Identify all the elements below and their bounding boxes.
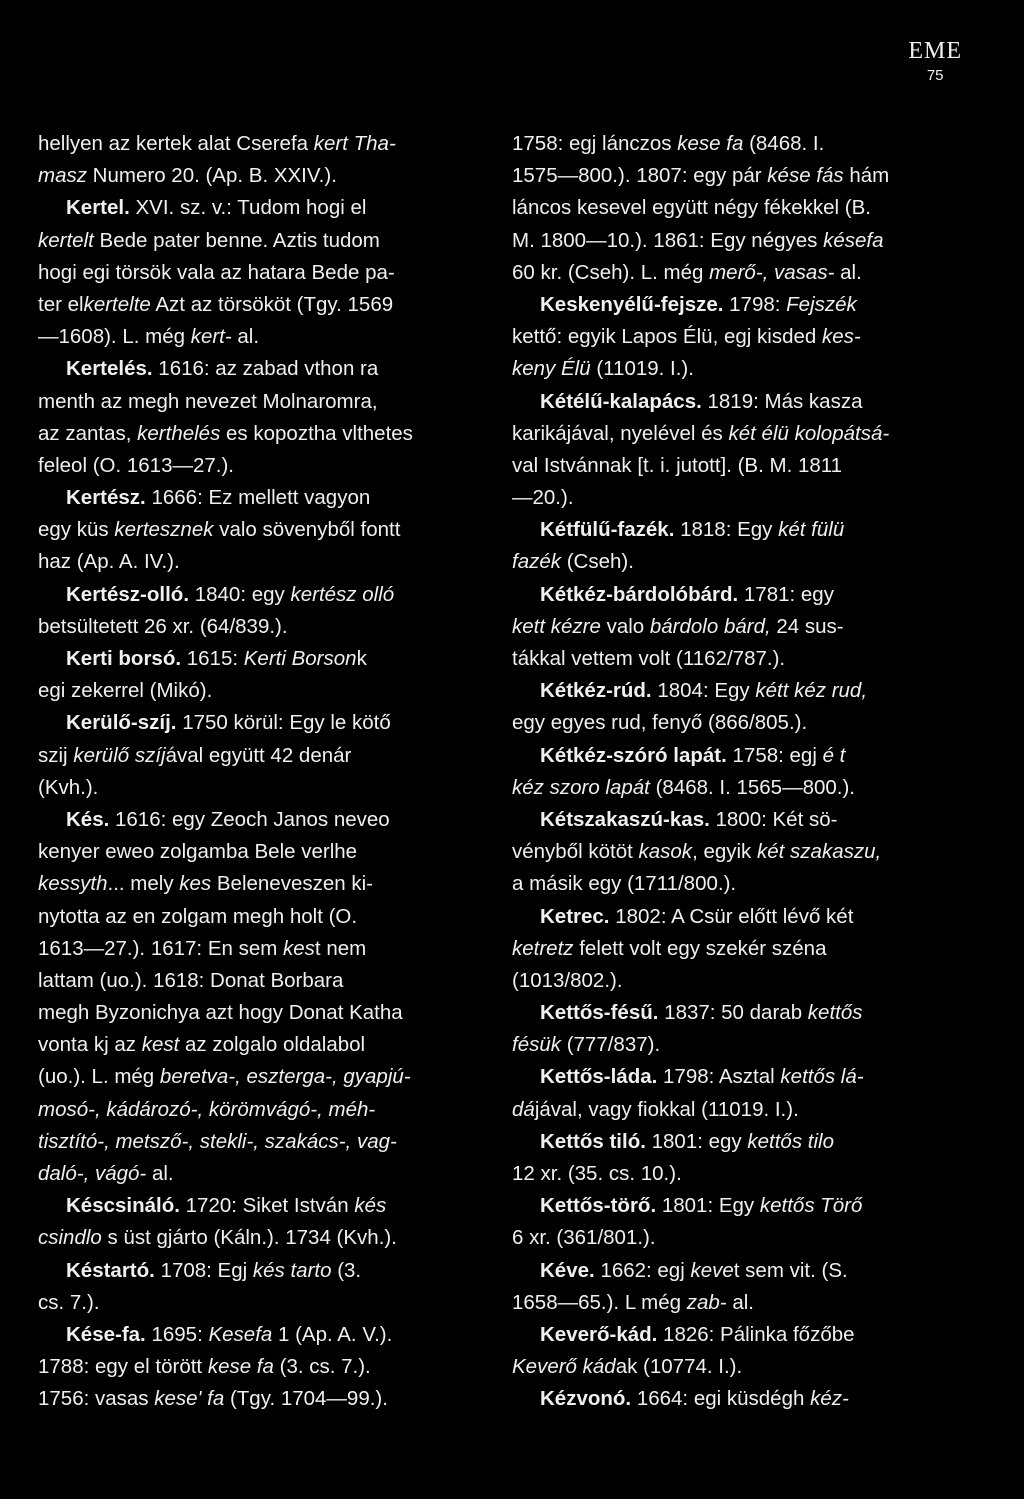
text-line [512, 1351, 962, 1383]
line-text: megh Byzonichya azt hogy Donat Katha [38, 1001, 403, 1025]
entry-headword: Kézvonó. [540, 1387, 632, 1411]
text-line [512, 1255, 962, 1287]
text-line [512, 1029, 962, 1061]
line-text: kettő: egyik Lapos Élü, egj kisded [512, 325, 822, 349]
italic-term: kettős lá- [780, 1065, 864, 1089]
line-text: 1758: egj [726, 743, 823, 767]
entry-headword: Kettős-láda. [540, 1065, 658, 1089]
line-text: 1664: egi küsdégh [631, 1387, 811, 1411]
entry-headword: Kétkéz-bárdolóbárd. [540, 582, 739, 606]
italic-term: kest [141, 1033, 180, 1057]
line-text: (777/837). [561, 1033, 661, 1057]
text-line [38, 450, 492, 482]
text-line [38, 804, 492, 836]
text-line [512, 1126, 962, 1158]
line-text: 1802: A Csür előtt lévő két [609, 904, 854, 928]
text-line [38, 1094, 492, 1126]
italic-term: kese' fa [154, 1387, 225, 1411]
italic-term: beretva-, eszterga-, gyapjú- [159, 1065, 411, 1089]
italic-term: fésük [512, 1033, 561, 1057]
line-text: al. [231, 325, 260, 349]
line-text: 1837: 50 darab [658, 1001, 808, 1025]
line-text: (Tgy. 1704—99.). [224, 1387, 388, 1411]
italic-term: kes [283, 936, 315, 960]
line-text: 1613—27.). 1617: En sem [38, 936, 284, 960]
text-line [38, 418, 492, 450]
italic-term: kessyth [38, 872, 108, 896]
line-text: 1819: Más kasza [701, 389, 863, 413]
line-text: 24 sus- [770, 614, 844, 638]
italic-term: kétt kéz rud, [755, 679, 868, 703]
line-text: 1615: [181, 647, 244, 670]
line-text: 60 kr. (Cseh). L. még [512, 260, 710, 284]
text-line [512, 997, 962, 1029]
text-line [512, 740, 962, 772]
line-text: 1788: egy el törött [38, 1355, 208, 1379]
entry-headword: Kétkéz-szóró lapát. [540, 743, 727, 767]
line-text: Beleneveszen ki- [211, 872, 373, 896]
text-line [38, 289, 492, 321]
text-line [512, 1190, 962, 1222]
line-text: 1616: egy Zeoch Janos neveo [109, 807, 390, 831]
line-text: ter el [38, 292, 84, 316]
line-text: , egyik [692, 840, 758, 864]
entry-headword: Kerti borsó. [66, 647, 182, 670]
entry-headword: Kettős-fésű. [540, 1001, 659, 1025]
text-line [38, 707, 492, 739]
line-text: 1804: Egy [651, 679, 756, 703]
line-text: (3. cs. 7.). [273, 1355, 371, 1379]
entry-headword: Kertész-olló. [66, 582, 190, 606]
line-text: hellyen az kertek alat Cserefa [38, 132, 314, 155]
line-text: ... mely [107, 872, 180, 896]
line-text: valo [600, 614, 650, 638]
text-line [512, 579, 962, 611]
line-text: t nem [314, 936, 367, 960]
entry-headword: Ketrec. [540, 904, 610, 928]
text-line [512, 514, 962, 546]
line-text: láncos kesevel együtt négy fékekkel (B. [512, 196, 871, 220]
italic-term: ketretz [512, 936, 574, 960]
line-text: (11019. I.). [590, 357, 694, 381]
entry-headword: Kéve. [540, 1258, 595, 1282]
text-line [512, 1094, 962, 1126]
text-line [38, 546, 492, 578]
line-text: s üst gjárto (Káln.). 1734 (Kvh.). [101, 1226, 397, 1250]
line-text: al. [834, 260, 862, 284]
text-line [512, 418, 962, 450]
line-text: az zolgalo oldalabol [179, 1033, 366, 1057]
line-text: ával együtt 42 denár [165, 743, 352, 767]
entry-headword: Kétszakaszú-kas. [540, 807, 710, 831]
italic-term: kettős Törő [759, 1194, 863, 1218]
line-text: 1 (Ap. A. V.). [272, 1322, 393, 1346]
text-line [512, 901, 962, 933]
line-text: 1840: egy [189, 582, 291, 606]
italic-term: bárdolo bárd, [649, 614, 771, 638]
line-text: egy küs [38, 518, 115, 542]
line-text: 6 xr. (361/801.). [512, 1226, 656, 1250]
text-line [512, 1158, 962, 1190]
italic-term: két szakaszu, [757, 840, 882, 864]
italic-term: Kesefa [208, 1322, 273, 1346]
line-text: (8468. I. [743, 132, 825, 155]
text-line [38, 353, 492, 385]
text-line [38, 1319, 492, 1351]
text-line [38, 965, 492, 997]
entry-headword: Kétélű-kalapács. [540, 389, 702, 413]
italic-term: zab- [686, 1290, 727, 1314]
text-line [38, 257, 492, 289]
text-line [512, 675, 962, 707]
italic-term: kerthelés [137, 421, 221, 445]
italic-term: kese fa [207, 1355, 274, 1379]
italic-term: é t [822, 743, 846, 767]
italic-term: daló-, vágó- [38, 1162, 147, 1185]
entry-headword: Kerülő-szíj. [66, 711, 177, 735]
line-text: 1662: egj [594, 1258, 691, 1282]
italic-term: fazék [512, 550, 561, 574]
text-line [38, 128, 492, 160]
text-line [38, 740, 492, 772]
text-line [512, 836, 962, 868]
italic-term: kettős tilo [747, 1129, 834, 1153]
line-text: Numero 20. (Ap. B. XXIV.). [86, 164, 337, 188]
text-line [38, 868, 492, 900]
line-text: XVI. sz. v.: Tudom hogi el [129, 196, 367, 220]
text-line [38, 1158, 492, 1190]
line-text: 1826: Pálinka főzőbe [657, 1322, 855, 1346]
italic-term: kertész olló [290, 582, 395, 606]
entry-headword: Keskenyélű-fejsze. [540, 292, 724, 316]
italic-term: két élü kolopátsá- [728, 421, 890, 445]
italic-term: keve [690, 1258, 734, 1282]
text-line [38, 1190, 492, 1222]
italic-term: kés [354, 1194, 387, 1218]
text-line [38, 386, 492, 418]
text-line [512, 257, 962, 289]
line-text: 1801: egy [645, 1129, 748, 1153]
line-text: 1750 körül: Egy le kötő [176, 711, 391, 735]
italic-term: Kerti Borson [243, 647, 357, 670]
italic-term: kett kézre [512, 614, 601, 638]
text-line [512, 965, 962, 997]
text-line [38, 1383, 492, 1415]
line-text: lattam (uo.). 1618: Donat Borbara [38, 968, 344, 992]
line-text: 1798: [723, 292, 787, 316]
text-line [512, 128, 962, 160]
italic-term: Keverő kád [512, 1355, 616, 1379]
entry-headword: Kés. [66, 807, 110, 831]
line-text: szij [38, 743, 74, 767]
italic-term: kes [179, 872, 212, 896]
text-line [38, 160, 492, 192]
entry-headword: Kettős-törő. [540, 1194, 657, 1218]
text-line [512, 707, 962, 739]
italic-term: kes- [821, 325, 861, 349]
text-line [512, 1383, 962, 1415]
line-text: —1608). L. még [38, 325, 191, 349]
entry-headword: Kése-fa. [66, 1322, 146, 1346]
italic-term: kertesznek [114, 518, 214, 542]
line-text: 1695: [145, 1322, 209, 1346]
text-line [38, 997, 492, 1029]
text-line [38, 1061, 492, 1093]
line-text: 1758: egj lánczos [512, 132, 678, 155]
text-line [38, 1029, 492, 1061]
line-text: 1781: egy [738, 582, 834, 606]
line-text: betsültetett 26 xr. (64/839.). [38, 614, 288, 638]
line-text: (Cseh). [561, 550, 634, 574]
line-text: 1575—800.). 1807: egy pár [512, 164, 768, 188]
line-text: 1616: az zabad vthon ra [152, 357, 379, 381]
entry-headword: Kétfülű-fazék. [540, 518, 675, 542]
line-text: 1756: vasas [38, 1387, 155, 1411]
text-line [512, 1287, 962, 1319]
text-line [512, 772, 962, 804]
line-text: hogi egi törsök vala az hatara Bede pa- [38, 260, 395, 284]
italic-term: merő-, vasas- [709, 260, 835, 284]
entry-headword: Késcsináló. [66, 1194, 180, 1218]
italic-term: Fejszék [786, 292, 857, 316]
italic-term: tisztító-, metsző-, stekli-, szakács-, vag- [38, 1129, 397, 1153]
line-text: felett volt egy szekér széna [573, 936, 827, 960]
entry-headword: Kertel. [66, 196, 130, 220]
entry-headword: Kertelés. [66, 357, 153, 381]
line-text: (Kvh.). [38, 775, 99, 799]
text-line [512, 321, 962, 353]
line-text: Bede pater benne. Aztis tudom [93, 228, 380, 252]
line-text: egi zekerrel (Mikó). [38, 679, 213, 703]
line-text: es kopoztha vlthetes [220, 421, 413, 445]
text-line [512, 868, 962, 900]
text-line [38, 482, 492, 514]
line-text: 1801: Egy [656, 1194, 760, 1218]
text-line [38, 836, 492, 868]
line-text: jával, vagy fiokkal (11019. I.). [534, 1097, 799, 1121]
text-line [512, 353, 962, 385]
line-text: menth az megh nevezet Molnaromra, [38, 389, 378, 413]
italic-term: késefa [823, 228, 884, 252]
text-line [512, 386, 962, 418]
text-line [38, 901, 492, 933]
line-text: 1658—65.). L még [512, 1290, 687, 1314]
line-text: nytotta az en zolgam megh holt (O. [38, 904, 358, 928]
line-text: (3. [331, 1258, 362, 1282]
text-line [38, 1287, 492, 1319]
text-line [512, 289, 962, 321]
text-line [38, 643, 492, 675]
line-text: 1800: Két sö- [709, 807, 838, 831]
line-text: M. 1800—10.). 1861: Egy négyes [512, 228, 824, 252]
italic-term: csindlo [38, 1226, 102, 1250]
line-text: cs. 7.). [38, 1290, 100, 1314]
italic-term: két fülü [778, 518, 845, 542]
entry-headword: Kettős tiló. [540, 1129, 646, 1153]
text-line [38, 933, 492, 965]
text-line [512, 1061, 962, 1093]
italic-term: kert- [190, 325, 232, 349]
italic-term: kéz szoro lapát [512, 775, 650, 799]
text-line [38, 611, 492, 643]
line-text: hám [843, 164, 890, 188]
text-line [38, 1222, 492, 1254]
italic-term: kés tarto [252, 1258, 332, 1282]
line-text: 1818: Egy [674, 518, 779, 542]
page-header [908, 38, 962, 84]
italic-term: dá [512, 1097, 535, 1121]
line-text: —20.). [512, 486, 574, 510]
text-line [38, 772, 492, 804]
line-text: vényből kötöt [512, 840, 639, 864]
line-text: feleol (O. 1613—27.). [38, 453, 234, 477]
line-text: 1798: Asztal [657, 1065, 781, 1089]
line-text: egy egyes rud, fenyő (866/805.). [512, 711, 808, 735]
text-line [512, 546, 962, 578]
line-text: 1708: Egj [154, 1258, 253, 1282]
text-line [512, 1319, 962, 1351]
line-text: ak (10774. I.). [615, 1355, 743, 1379]
left-column [38, 128, 492, 1416]
line-text: a másik egy (1711/800.). [512, 872, 737, 896]
text-line [38, 1255, 492, 1287]
text-line [38, 321, 492, 353]
line-text: az zantas, [38, 421, 138, 445]
italic-term: keny Élü [512, 357, 591, 381]
italic-term: kert Tha- [313, 132, 396, 155]
italic-term: kerülő szíj [73, 743, 166, 767]
text-line [38, 192, 492, 224]
entry-headword: Kertész. [66, 486, 146, 510]
italic-term: kettős [807, 1001, 863, 1025]
text-line [38, 514, 492, 546]
italic-term: kertelte [83, 292, 151, 316]
line-text: valo sövenyből fontt [213, 518, 401, 542]
entry-headword: Késtartó. [66, 1258, 155, 1282]
text-line [38, 579, 492, 611]
line-text: 12 xr. (35. cs. 10.). [512, 1162, 682, 1185]
line-text: 1720: Siket István [179, 1194, 355, 1218]
line-text: karikájával, nyelével és [512, 421, 729, 445]
right-column [512, 128, 962, 1416]
text-line [38, 675, 492, 707]
entry-headword: Keverő-kád. [540, 1322, 658, 1346]
text-line [512, 225, 962, 257]
italic-term: kese fa [677, 132, 744, 155]
italic-term: kasok [638, 840, 693, 864]
text-line [512, 192, 962, 224]
page-number: 75 [926, 67, 944, 84]
line-text: Azt az törsököt (Tgy. 1569 [150, 292, 394, 316]
line-text: al. [146, 1162, 174, 1185]
line-text: (uo.). L. még [38, 1065, 160, 1089]
line-text: kenyer eweo zolgamba Bele verlhe [38, 840, 358, 864]
text-line [38, 225, 492, 257]
italic-term: kése fás [767, 164, 844, 188]
text-line [512, 933, 962, 965]
text-line [512, 482, 962, 514]
running-title: EME [908, 38, 962, 64]
text-line [512, 643, 962, 675]
text-line [512, 611, 962, 643]
line-text: val Istvánnak [t. i. jutott]. (B. M. 1811 [512, 453, 843, 477]
text-line [38, 1126, 492, 1158]
line-text: t sem vit. (S. [733, 1258, 848, 1282]
line-text: vonta kj az [38, 1033, 142, 1057]
text-line [512, 804, 962, 836]
line-text: (1013/802.). [512, 968, 623, 992]
italic-term: kéz- [810, 1387, 849, 1411]
text-line [512, 450, 962, 482]
line-text: al. [726, 1290, 754, 1314]
text-line [512, 160, 962, 192]
line-text: tákkal vettem volt (1162/787.). [512, 647, 786, 670]
italic-term: mosó-, kádározó-, körömvágó-, méh- [38, 1097, 376, 1121]
line-text: (8468. I. 1565—800.). [649, 775, 856, 799]
line-text: 1666: Ez mellett vagyon [145, 486, 371, 510]
italic-term: kertelt [38, 228, 94, 252]
line-text: k [356, 647, 367, 670]
line-text: haz (Ap. A. IV.). [38, 550, 180, 574]
text-line [512, 1222, 962, 1254]
entry-headword: Kétkéz-rúd. [540, 679, 652, 703]
text-line [38, 1351, 492, 1383]
italic-term: masz [38, 164, 87, 188]
